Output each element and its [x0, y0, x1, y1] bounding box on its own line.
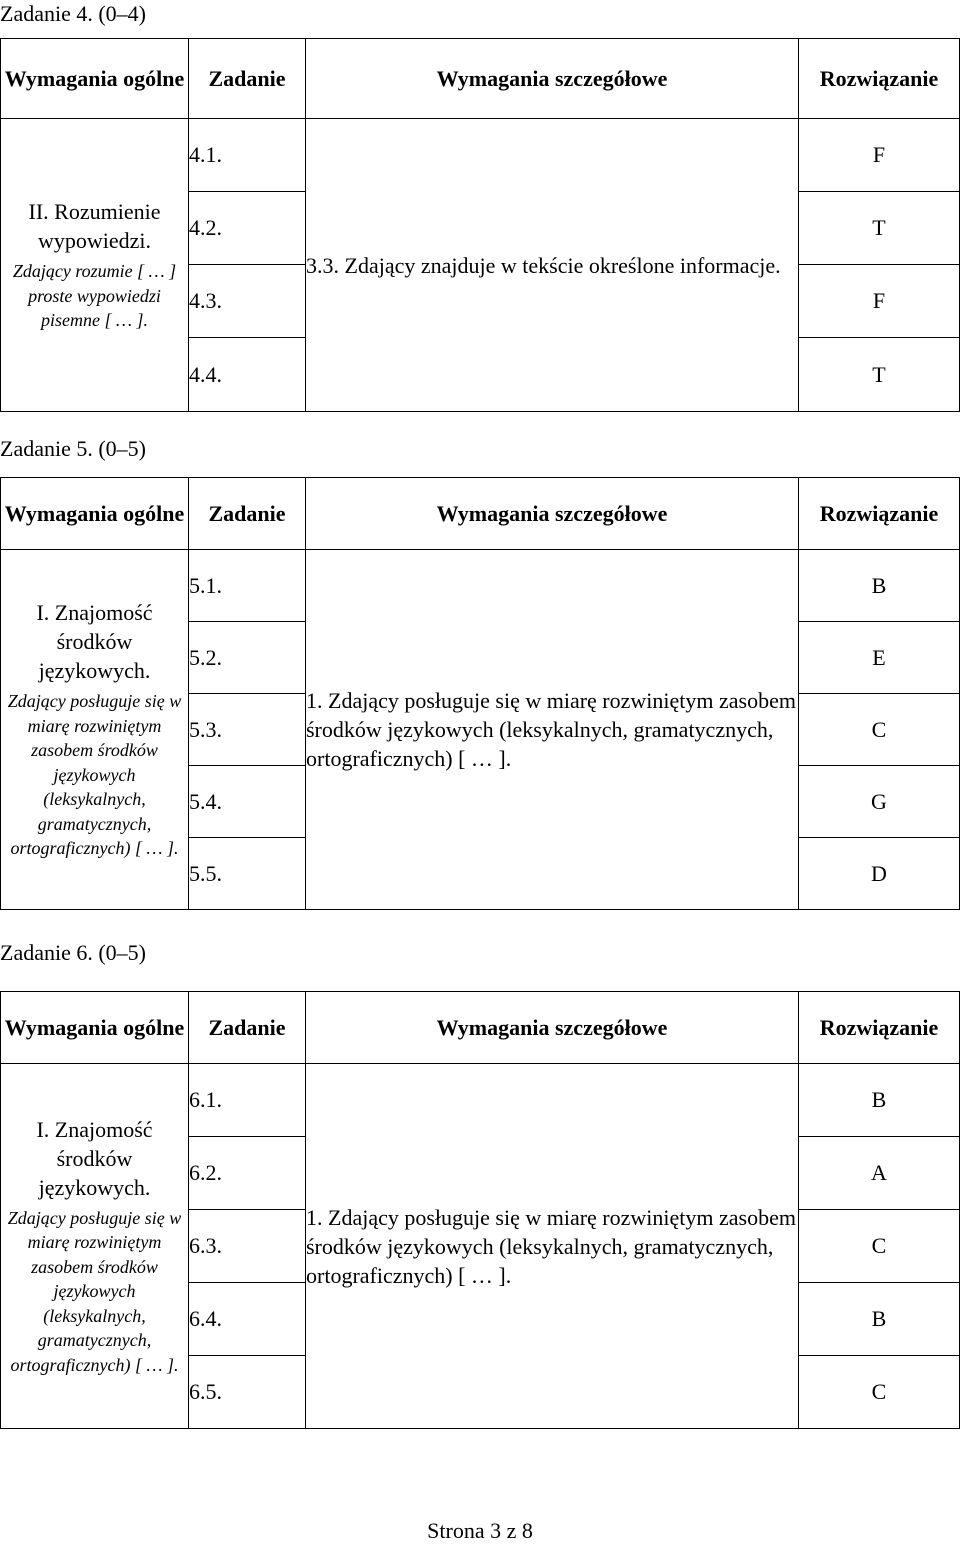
task-number: 5.5. — [189, 838, 306, 910]
header-answer: Rozwiązanie — [799, 478, 960, 550]
general-requirement-detail: Zdający posługuje się w miarę rozwiniętym zasobem środków językowych (leksykalnych, gramatycznych, ortograficznych) [ … ]. — [7, 1207, 182, 1375]
general-requirement-main: II. Rozumienie wypowiedzi. — [28, 199, 161, 254]
answer: E — [799, 622, 960, 694]
detailed-requirement: 1. Zdający posługuje się w miarę rozwiniętym zasobem środków językowych (leksykalnych, gramatycznych, ortograficznych) [ … ]. — [306, 550, 799, 910]
answer: C — [799, 694, 960, 766]
task-number: 5.2. — [189, 622, 306, 694]
task-number: 5.3. — [189, 694, 306, 766]
requirements-table-5 — [0, 477, 960, 910]
general-requirement-main: I. Znajomość środków językowych. — [36, 1116, 153, 1200]
requirements-table-6 — [0, 991, 960, 1429]
task-number: 4.2. — [189, 192, 306, 265]
task-number: 6.5. — [189, 1356, 306, 1429]
answer: T — [799, 192, 960, 265]
detailed-requirement: 3.3. Zdający znajduje w tekście określone informacje. — [306, 119, 799, 412]
task-number: 5.1. — [189, 550, 306, 622]
header-answer: Rozwiązanie — [799, 992, 960, 1064]
header-detail: Wymagania szczegółowe — [306, 992, 799, 1064]
answer: C — [799, 1356, 960, 1429]
task-number: 4.1. — [189, 119, 306, 192]
section-heading-6: Zadanie 6. (0–5) — [0, 940, 146, 965]
detailed-requirement: 1. Zdający posługuje się w miarę rozwiniętym zasobem środków językowych (leksykalnych, gramatycznych, ortograficznych) [ … ]. — [306, 1064, 799, 1429]
answer: B — [799, 550, 960, 622]
header-general: Wymagania ogólne — [1, 39, 189, 119]
general-requirement-detail: Zdający posługuje się w miarę rozwiniętym zasobem środków językowych (leksykalnych, gramatycznych, ortograficznych) [ … ]. — [7, 691, 182, 859]
task-number: 6.4. — [189, 1283, 306, 1356]
task-number: 4.4. — [189, 338, 306, 412]
task-number: 6.3. — [189, 1210, 306, 1283]
answer: B — [799, 1283, 960, 1356]
header-task: Zadanie — [189, 39, 306, 119]
header-detail: Wymagania szczegółowe — [306, 39, 799, 119]
answer: T — [799, 338, 960, 412]
answer: A — [799, 1137, 960, 1210]
answer: C — [799, 1210, 960, 1283]
section-heading-5: Zadanie 5. (0–5) — [0, 436, 146, 461]
general-requirement-main: I. Znajomość środków językowych. — [36, 600, 153, 684]
general-requirements — [1, 119, 189, 412]
answer: D — [799, 838, 960, 910]
requirements-table-4 — [0, 38, 960, 412]
task-number: 5.4. — [189, 766, 306, 838]
answer: F — [799, 265, 960, 338]
header-task: Zadanie — [189, 992, 306, 1064]
header-detail: Wymagania szczegółowe — [306, 478, 799, 550]
header-answer: Rozwiązanie — [799, 39, 960, 119]
task-number: 6.1. — [189, 1064, 306, 1137]
task-number: 4.3. — [189, 265, 306, 338]
general-requirement-detail: Zdający rozumie [ … ] proste wypowiedzi pisemne [ … ]. — [12, 261, 177, 331]
task-number: 6.2. — [189, 1137, 306, 1210]
answer: B — [799, 1064, 960, 1137]
general-requirements — [1, 550, 189, 910]
header-general: Wymagania ogólne — [1, 992, 189, 1064]
page-number: Strona 3 z 8 — [427, 1518, 533, 1543]
header-general: Wymagania ogólne — [1, 478, 189, 550]
section-heading-4: Zadanie 4. (0–4) — [0, 1, 146, 26]
answer: G — [799, 766, 960, 838]
general-requirements — [1, 1064, 189, 1429]
header-task: Zadanie — [189, 478, 306, 550]
answer: F — [799, 119, 960, 192]
